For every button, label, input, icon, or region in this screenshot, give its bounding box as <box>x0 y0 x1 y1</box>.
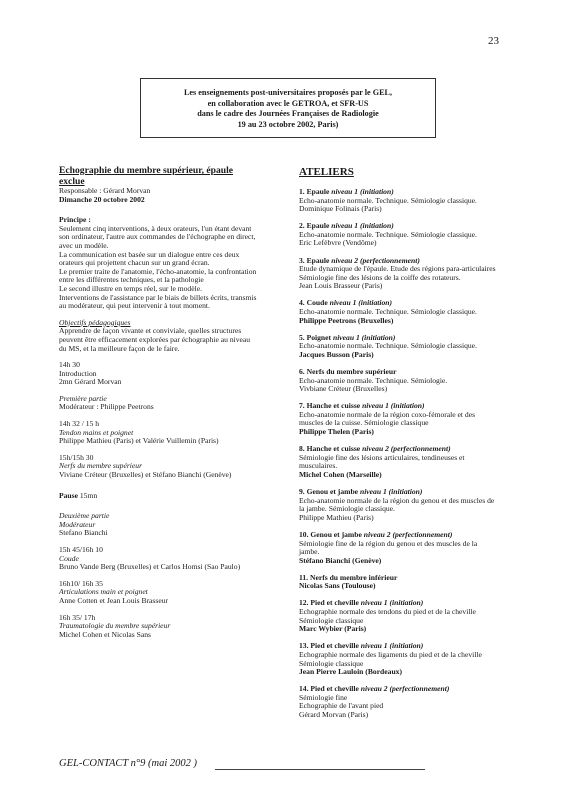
atelier-level: niveau 1 (initiation) <box>331 187 394 196</box>
atelier-description: Sémiologie fine <box>299 692 348 702</box>
part-moderator: Modérateur : Philippe Peetrons <box>59 402 154 412</box>
atelier-level: niveau 1 (initiation) <box>329 298 393 308</box>
session-time: 14h 32 / 15 h <box>59 419 100 429</box>
session-time: 15h/15h 30 <box>59 452 94 462</box>
atelier-description: la jambe. Sémiologie classique. <box>299 504 395 514</box>
ateliers-column <box>299 166 521 728</box>
principe-line: au modérateur, qui peut intervenir à tout moment. <box>59 301 210 311</box>
atelier-description: Sémiologie classique <box>299 615 364 625</box>
atelier-item <box>299 599 521 633</box>
part-label: Première partie <box>59 393 107 403</box>
atelier-title: 5. Poignet <box>299 332 333 342</box>
session-topic: Traumatologie du membre supérieur <box>59 621 171 631</box>
program-date: Dimanche 20 octobre 2002 <box>59 194 145 204</box>
atelier-title: 1. Epaule <box>299 187 332 196</box>
atelier-item <box>299 642 521 676</box>
pause-time: 15mn <box>77 490 98 500</box>
principe-line: entre les différentes techniques, et la pathologie <box>59 275 204 285</box>
atelier-title: 11. Nerfs du membre inférieur <box>299 572 398 582</box>
atelier-level: niveau 1 (initiation) <box>359 487 423 497</box>
session <box>59 420 281 446</box>
atelier-speaker: Jacques Busson (Paris) <box>299 349 374 359</box>
atelier-item <box>299 685 521 719</box>
atelier-description: Echo-anatomie normale. Technique. Sémiologie classique. <box>299 195 477 205</box>
atelier-title: 13. Pied et cheville <box>299 641 361 651</box>
principe-line: Interventions de l'assistance par le biais de billets écrits, transmis <box>59 292 257 302</box>
part-moderator: Stefano Bianchi <box>59 528 108 538</box>
atelier-level: niveau 2 (perfectionnement) <box>362 444 451 454</box>
principe-line: son ordinateur, l'autre aux commandes de l'échographe en direct, <box>59 232 256 242</box>
session-time: 16h 35/ 17h <box>59 612 96 622</box>
atelier-item <box>299 488 521 522</box>
atelier-level: niveau 1 (initiation) <box>331 221 394 231</box>
atelier-title: 10. Genou et jambe <box>299 529 364 539</box>
atelier-description: Sémiologie fine des lésions articulaires, tendineuses et <box>299 452 465 462</box>
session-speaker: Anne Cotten et Jean Louis Brasseur <box>59 595 169 605</box>
atelier-speaker: Jean Louis Brasseur (Paris) <box>299 281 383 291</box>
program-column <box>59 166 281 639</box>
pause-label: Pause <box>59 490 78 500</box>
session <box>59 546 281 572</box>
session-speaker: Michel Cohen et Nicolas Sans <box>59 629 151 639</box>
atelier-level: niveau 1 (initiation) <box>360 641 424 651</box>
session-speaker: Philippe Mathieu (Paris) et Valérie Vuillemin (Paris) <box>59 436 219 446</box>
atelier-item <box>299 531 521 565</box>
program-title: Echographie du membre supérieur, épaule <box>59 165 234 176</box>
atelier-description: Echo-anatomie normale de la région du genou et des muscles de <box>299 495 495 505</box>
objectifs-section <box>59 319 281 353</box>
atelier-description: jambe. <box>299 547 320 557</box>
objectifs-line: du MS, et la meilleure façon de le faire. <box>59 343 180 353</box>
principe-line: La communication est basée sur un dialogue entre ces deux <box>59 249 240 259</box>
atelier-description: Echo-anatomie normale. Technique. Sémiologie classique. <box>299 307 477 317</box>
atelier-speaker: Jean Pierre Lauloin (Bordeaux) <box>299 667 403 677</box>
atelier-description: Sémiologie fine des lésions de la coiffe des rotateurs. <box>299 272 461 282</box>
principe-line: avec un modèle. <box>59 240 109 250</box>
atelier-description: Echo-anatomie normale de la région coxo-fémorale et des <box>299 409 476 419</box>
atelier-title: 12. Pied et cheville <box>299 598 361 608</box>
principe-label: Principe : <box>59 215 91 225</box>
announcement-box <box>140 78 436 138</box>
intro-session <box>59 361 281 387</box>
session-topic: Articulations main et poignet <box>59 587 148 597</box>
part-moderator-label: Modérateur <box>59 519 96 529</box>
page-number: 23 <box>488 35 499 47</box>
atelier-description: Sémiologie classique <box>299 658 364 668</box>
session <box>59 454 281 480</box>
atelier-speaker: Gérard Morvan (Paris) <box>299 710 369 719</box>
responsable: Responsable : Gérard Morvan <box>59 186 151 195</box>
announcement-line: Les enseignements post-universitaires proposés par le GEL, <box>183 88 393 97</box>
program-title-cont: exclue <box>59 175 85 187</box>
session-speaker: Viviane Créteur (Bruxelles) et Stéfano Bianchi (Genève) <box>59 470 232 480</box>
atelier-level: niveau 2 (perfectionnement) <box>363 529 453 539</box>
atelier-speaker: Philippe Peetrons (Bruxelles) <box>299 315 394 325</box>
footer-rule <box>215 769 425 770</box>
atelier-level: niveau 1 (initiation) <box>332 332 396 342</box>
atelier-description: muscles de la cuisse. Sémiologie classique <box>299 418 429 428</box>
atelier-title: 6. Nerfs du membre supérieur <box>299 367 397 376</box>
principe-line: Le premier traite de l'anatomie, l'écho-anatomie, la confrontation <box>59 266 257 276</box>
atelier-speaker: Marc Wybier (Paris) <box>299 624 367 634</box>
atelier-item <box>299 257 521 291</box>
atelier-level: niveau 1 (initiation) <box>360 598 424 608</box>
atelier-title: 2. Epaule <box>299 221 332 231</box>
announcement-line: dans le cadre des Journées Françaises de Radiologie <box>197 109 379 119</box>
session-topic: Tendon mains et poignet <box>59 427 134 437</box>
atelier-speaker: Philippe Mathieu (Paris) <box>299 512 374 522</box>
atelier-item <box>299 368 521 394</box>
atelier-speaker: Philippe Thelen (Paris) <box>299 427 374 437</box>
atelier-speaker: Vivbiane Créteur (Bruxelles) <box>299 384 388 394</box>
atelier-description: musculaires. <box>299 461 338 471</box>
session-topic: Introduction <box>59 368 97 378</box>
principe-line: Seulement cinq interventions, à deux orateurs, l'un étant devant <box>59 223 252 233</box>
principe-line: orateurs qui projettent chacun sur un grand écran. <box>59 258 210 268</box>
footer-citation: GEL-CONTACT n°9 (mai 2002 ) <box>59 758 197 769</box>
atelier-description: Echographie normale des tendons du pied et de la cheville <box>299 607 476 617</box>
atelier-item <box>299 402 521 436</box>
atelier-description: Echographie de l'avant pied <box>299 701 384 711</box>
atelier-speaker: Dominique Folinais (Paris) <box>299 204 382 214</box>
ateliers-list <box>299 188 521 720</box>
atelier-speaker: Nicolas Sans (Toulouse) <box>299 581 376 591</box>
atelier-title: 4. Coude <box>299 298 330 308</box>
atelier-item <box>299 574 521 591</box>
atelier-level: niveau 1 (initiation) <box>362 401 425 411</box>
announcement-line: en collaboration avec le GETROA, et SFR-US <box>207 98 369 108</box>
announcement-line: 19 au 23 octobre 2002, Paris) <box>237 119 339 129</box>
atelier-description: Etude dynamique de l'épaule. Etude des régions para-articulaires <box>299 264 496 274</box>
ateliers-title: ATELIERS <box>299 166 354 178</box>
atelier-description: Echo-anatomie normale. Technique. Sémiologie. <box>299 375 448 385</box>
atelier-title: 9. Genou et jambe <box>299 487 360 497</box>
principe-line: Le second illustre en temps réel, sur le modèle. <box>59 283 202 293</box>
session-speaker: Bruno Vande Berg (Bruxelles) et Carlos Homsi (Sao Paulo) <box>59 562 241 572</box>
atelier-title: 14. Pied et cheville <box>299 684 361 694</box>
principe-section <box>59 216 281 311</box>
atelier-speaker: Michel Cohen (Marseille) <box>299 469 382 479</box>
session-topic: Coude <box>59 553 79 563</box>
session-topic: Nerfs du membre supérieur <box>59 461 143 471</box>
atelier-description: Echo-anatomie normale. Technique. Sémiologie classique. <box>299 341 477 351</box>
session-time: 15h 45/16h 10 <box>59 545 103 554</box>
session <box>59 614 281 640</box>
objectifs-line: peuvent être efficacement explorées par échographie au niveau <box>59 334 251 344</box>
part-two-heading <box>59 512 281 538</box>
atelier-title: 8. Hanche et cuisse <box>299 444 363 454</box>
atelier-description: Echographie normale des ligaments du pied et de la cheville <box>299 649 482 659</box>
atelier-level: niveau 2 (perfectionnement) <box>331 255 420 265</box>
session-time: 14h 30 <box>59 360 80 370</box>
atelier-title: 3. Epaule <box>299 255 332 265</box>
atelier-item <box>299 222 521 248</box>
atelier-title: 7. Hanche et cuisse <box>299 401 363 411</box>
session <box>59 580 281 606</box>
atelier-description: Echo-anatomie normale. Technique. Sémiologie classique. <box>299 229 477 239</box>
atelier-item <box>299 188 521 214</box>
session-speaker: 2mn Gérard Morvan <box>59 377 122 387</box>
part-label: Deuxième partie <box>59 511 110 521</box>
atelier-level: niveau 2 (perfectionnement) <box>360 684 450 694</box>
objectifs-line: Apprendre de façon vivante et conviviale, quelles structures <box>59 326 242 336</box>
atelier-item <box>299 299 521 325</box>
atelier-item <box>299 445 521 479</box>
objectifs-label: Objectifs pédagogiques <box>59 317 131 327</box>
part-one-heading <box>59 395 281 412</box>
atelier-description: Sémiologie fine de la région du genou et des muscles de la <box>299 538 478 548</box>
session-time: 16h10/ 16h 35 <box>59 578 103 588</box>
pause <box>59 492 281 501</box>
atelier-speaker: Eric Lefèbvre (Vendôme) <box>299 238 377 248</box>
atelier-speaker: Stéfano Bianchi (Genève) <box>299 555 382 565</box>
atelier-item <box>299 334 521 360</box>
